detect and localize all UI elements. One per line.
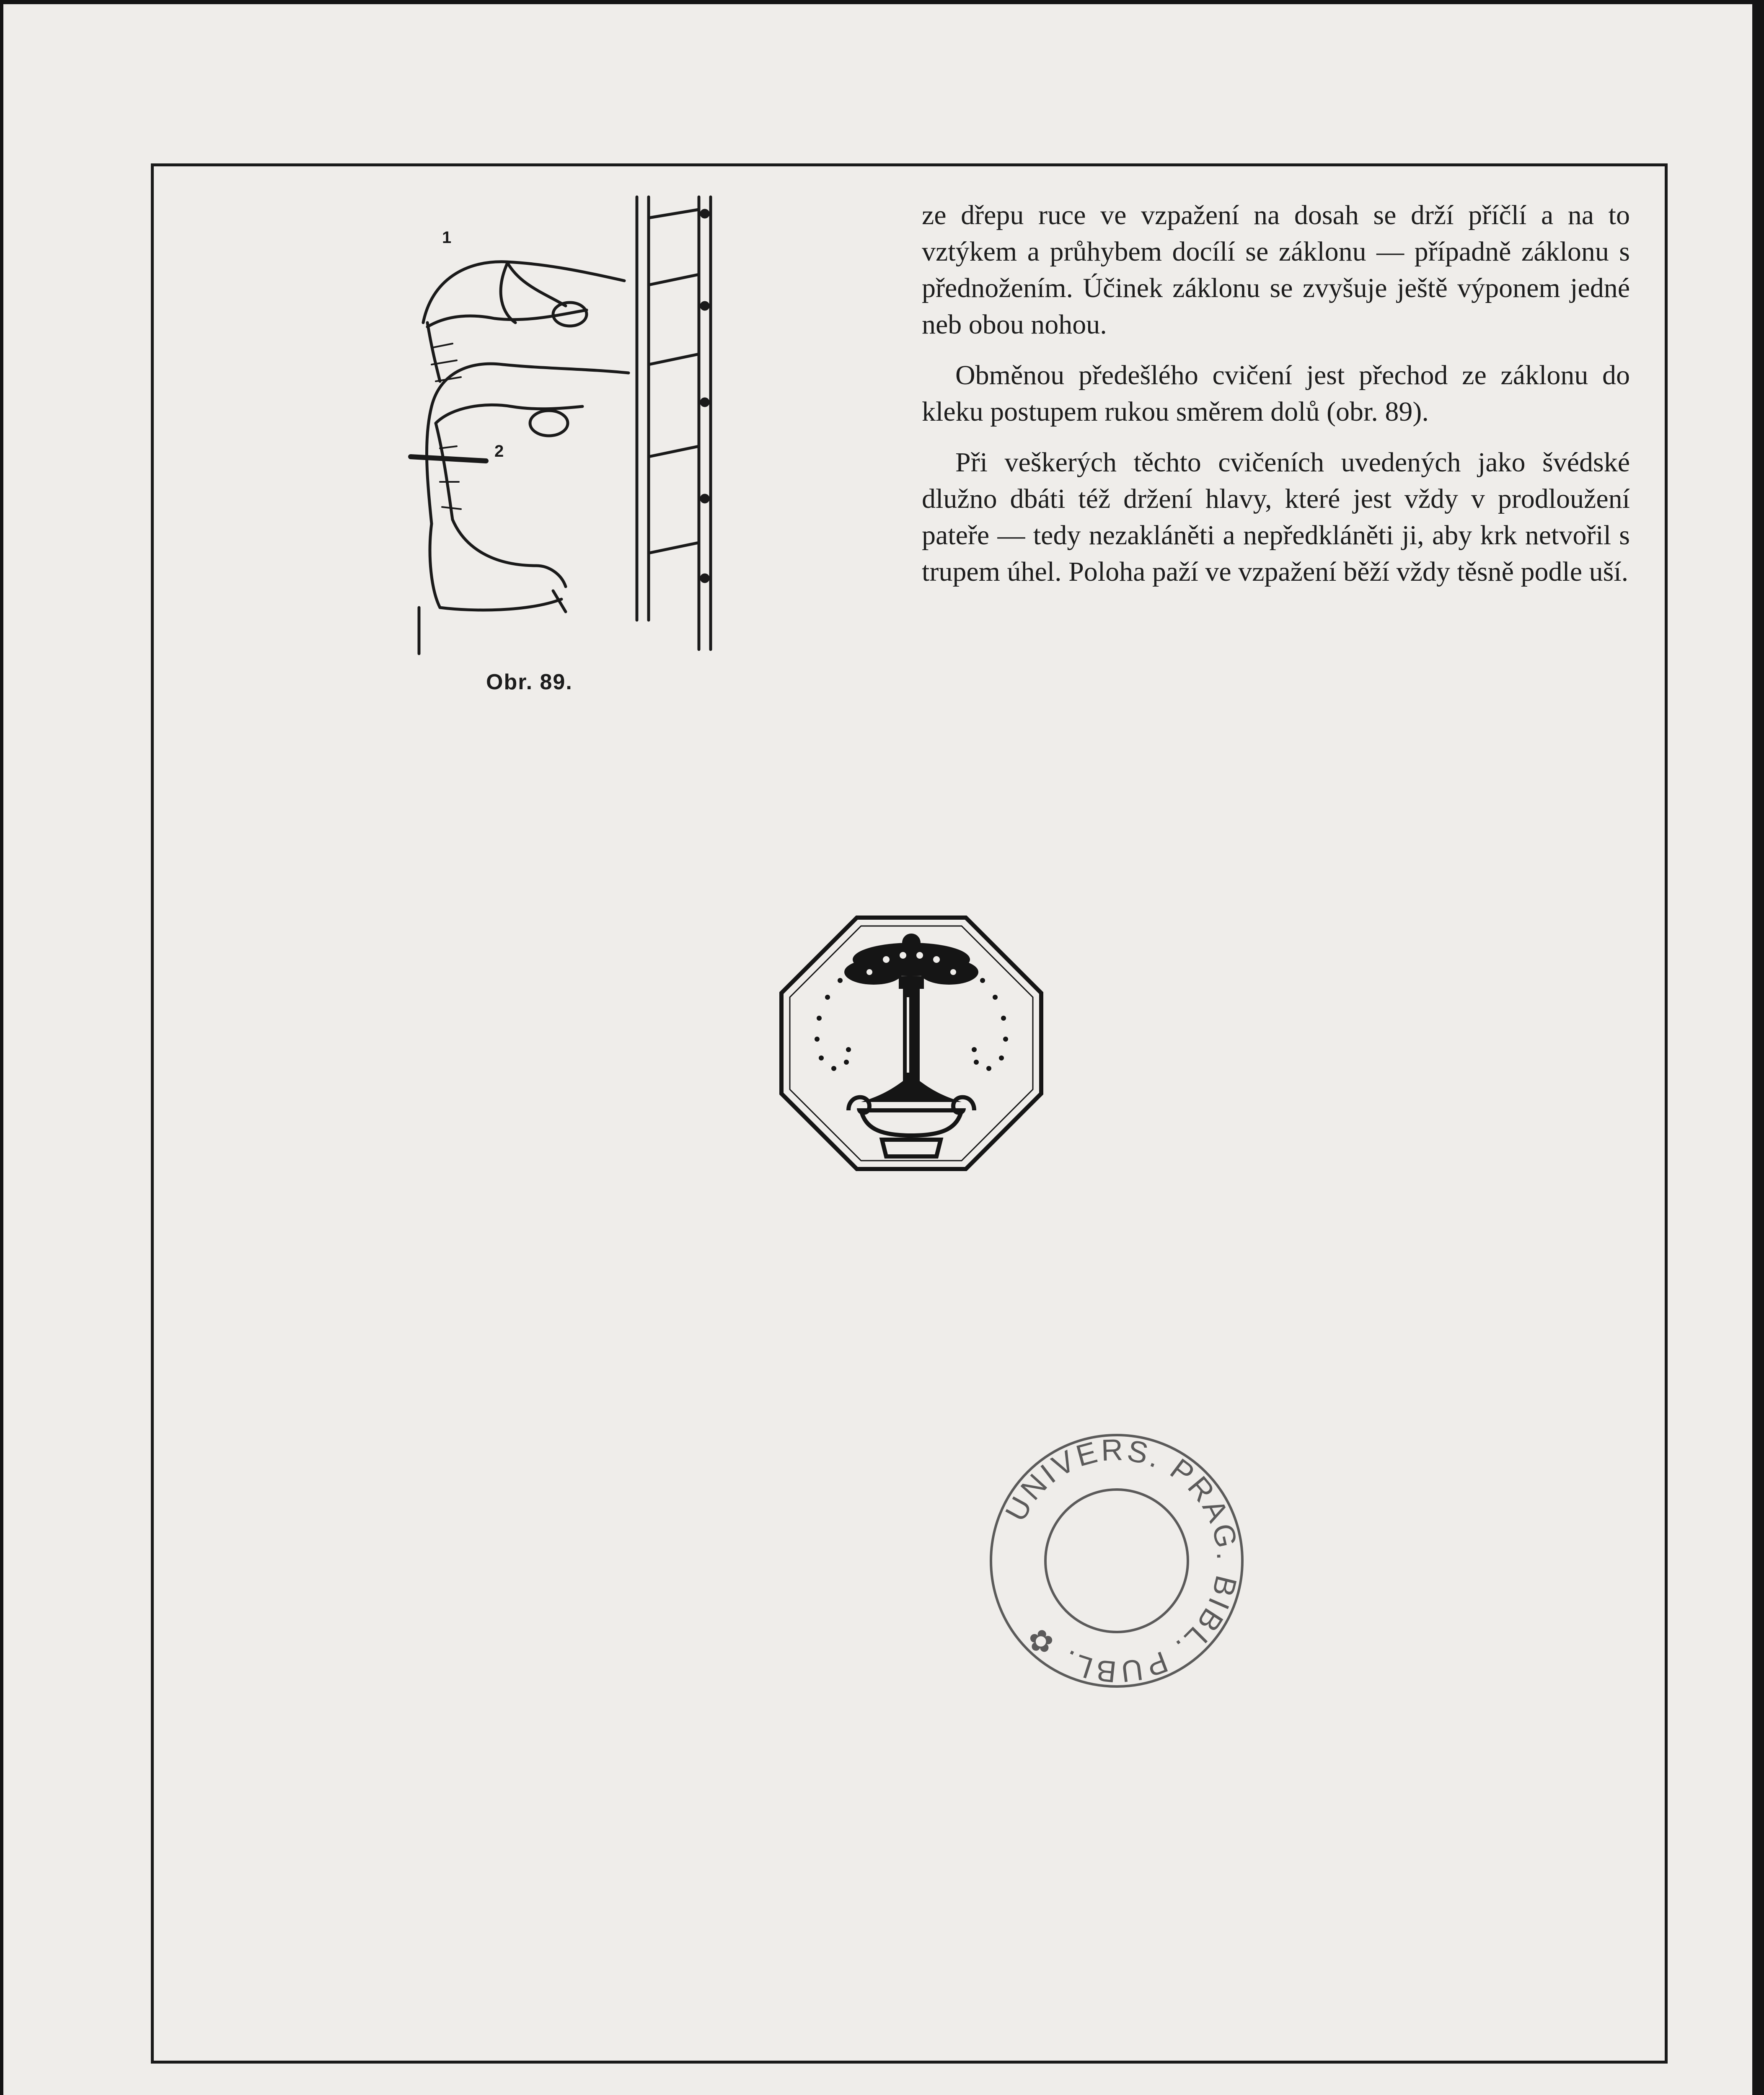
- decorative-vignette: [777, 913, 1045, 1173]
- figure-caption: Obr. 89.: [486, 670, 573, 694]
- figure-label-2: 2: [494, 442, 504, 460]
- octagon-tree-vase-emblem: [777, 913, 1045, 1173]
- exercise-illustration: [369, 189, 733, 670]
- library-stamp-graphic: [980, 1425, 1253, 1697]
- paragraph-3: Při veškerých těchto cvičeních uvedených jako švédské dlužno dbáti též držení hlavy, které jest vždy v prodloužení pateře — tedy nezakláněti a nepředkláněti ji, aby krk netvořil s trupem úhel. Poloha paží ve vzpažení běží vždy těsně podle uší.: [922, 447, 1630, 587]
- paragraph-1: ze dřepu ruce ve vzpažení na dosah se drží příčlí a na to vztýkem a průhybem docílí se záklonu — případně záklonu s přednožením. Účinek záklonu se zvyšuje ještě výponem jedné neb obou nohou.: [922, 200, 1630, 340]
- figure-label-1: 1: [442, 228, 452, 247]
- library-stamp: [980, 1425, 1253, 1697]
- scan-edge-left: [0, 0, 3, 2095]
- scan-edge-right: [1752, 0, 1764, 2095]
- paragraph-2: Obměnou předešlého cvičení jest přechod ze záklonu do kleku postupem rukou směrem dolů (obr. 89).: [922, 360, 1630, 427]
- scan-edge-top: [0, 0, 1764, 4]
- ladder-gymnast-drawing: [369, 189, 733, 670]
- stamp-text: UNIVERS. PRAG. BIBL. PUBL. ✿: [999, 1433, 1244, 1689]
- body-text: [922, 197, 1630, 604]
